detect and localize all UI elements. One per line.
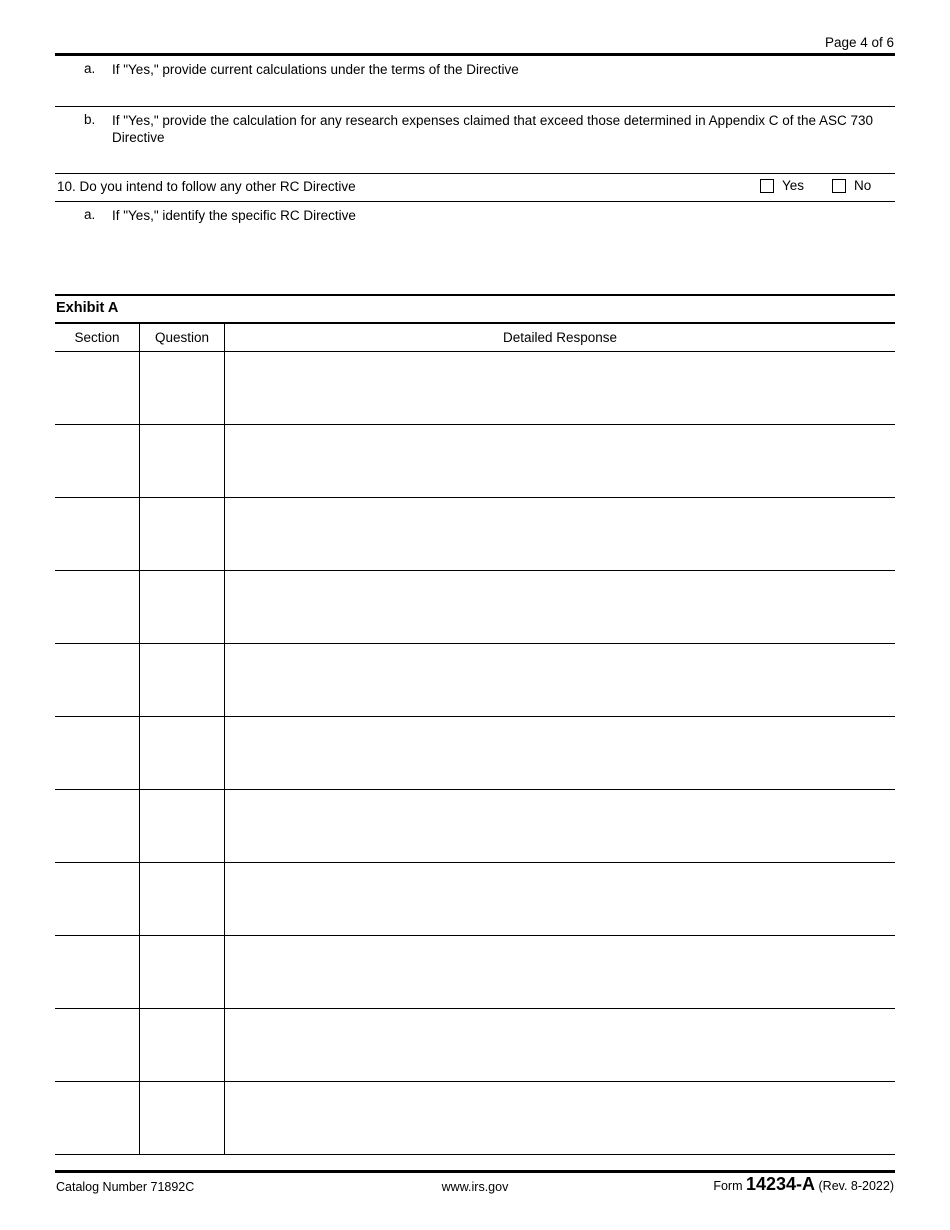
detailed-response-cell <box>225 352 896 425</box>
question-10-no-option <box>832 178 871 193</box>
item-10a-letter: a. <box>84 207 96 222</box>
divider <box>55 173 895 174</box>
question-cell <box>140 352 225 425</box>
question-cell <box>140 717 225 790</box>
exhibit-header-row <box>55 324 895 352</box>
section-input[interactable] <box>55 1009 139 1081</box>
section-input[interactable] <box>55 863 139 935</box>
detailed-response-input[interactable] <box>225 1009 895 1081</box>
detailed-response-cell <box>225 1009 896 1082</box>
detailed-response-input[interactable] <box>225 717 895 789</box>
question-10-yes-option <box>760 178 804 193</box>
exhibit-row <box>55 352 895 425</box>
section-input[interactable] <box>55 790 139 862</box>
form-number: 14234-A <box>745 1174 816 1194</box>
question-cell <box>140 1082 225 1155</box>
detailed-response-cell <box>225 717 896 790</box>
section-input[interactable] <box>55 425 139 497</box>
exhibit-row <box>55 717 895 790</box>
detailed-response-input[interactable] <box>225 936 895 1008</box>
question-cell <box>140 571 225 644</box>
question-input[interactable] <box>140 498 224 570</box>
question-cell <box>140 936 225 1009</box>
detailed-response-input[interactable] <box>225 863 895 935</box>
section-input[interactable] <box>55 717 139 789</box>
detailed-response-cell <box>225 936 896 1009</box>
question-10-text: 10. Do you intend to follow any other RC Directive <box>57 179 356 194</box>
detailed-response-input[interactable] <box>225 352 895 424</box>
exhibit-row <box>55 1082 895 1155</box>
question-cell <box>140 1009 225 1082</box>
item-a-letter: a. <box>84 61 96 76</box>
question-input[interactable] <box>140 717 224 789</box>
question-input[interactable] <box>140 644 224 716</box>
question-input[interactable] <box>140 790 224 862</box>
section-cell <box>55 1009 140 1082</box>
exhibit-title: Exhibit A <box>56 300 119 316</box>
question-input[interactable] <box>140 1082 224 1154</box>
exhibit-row <box>55 790 895 863</box>
form-revision: (Rev. 8-2022) <box>818 1179 894 1193</box>
section-cell <box>55 352 140 425</box>
exhibit-row <box>55 498 895 571</box>
detailed-response-input[interactable] <box>225 1082 895 1154</box>
column-header-section: Section <box>55 324 140 352</box>
section-cell <box>55 717 140 790</box>
form-identifier <box>713 1174 894 1195</box>
section-input[interactable] <box>55 644 139 716</box>
catalog-number: Catalog Number 71892C <box>56 1180 195 1194</box>
question-cell <box>140 425 225 498</box>
detailed-response-input[interactable] <box>225 425 895 497</box>
section-cell <box>55 498 140 571</box>
question-10-no-checkbox[interactable] <box>832 179 846 193</box>
detailed-response-input[interactable] <box>225 790 895 862</box>
question-input[interactable] <box>140 863 224 935</box>
exhibit-row <box>55 863 895 936</box>
form-prefix: Form <box>713 1179 743 1193</box>
question-input[interactable] <box>140 352 224 424</box>
item-10a-text: If "Yes," identify the specific RC Directive <box>112 208 356 223</box>
question-cell <box>140 863 225 936</box>
detailed-response-cell <box>225 1082 896 1155</box>
column-header-question: Question <box>140 324 225 352</box>
section-input[interactable] <box>55 1082 139 1154</box>
section-input[interactable] <box>55 936 139 1008</box>
question-input[interactable] <box>140 571 224 643</box>
detailed-response-input[interactable] <box>225 644 895 716</box>
item-b-letter: b. <box>84 112 96 127</box>
exhibit-row <box>55 936 895 1009</box>
website: www.irs.gov <box>441 1180 509 1194</box>
exhibit-row <box>55 1009 895 1082</box>
exhibit-row <box>55 571 895 644</box>
item-b-text: If "Yes," provide the calculation for any research expenses claimed that exceed those determined in Appendix C of the ASC 730 Directive <box>112 113 874 145</box>
detailed-response-cell <box>225 644 896 717</box>
detailed-response-cell <box>225 790 896 863</box>
question-input[interactable] <box>140 936 224 1008</box>
divider <box>55 201 895 202</box>
detailed-response-cell <box>225 498 896 571</box>
footer-rule <box>55 1170 895 1173</box>
question-cell <box>140 498 225 571</box>
section-cell <box>55 936 140 1009</box>
section-cell <box>55 790 140 863</box>
question-10-yes-checkbox[interactable] <box>760 179 774 193</box>
detailed-response-cell <box>225 571 896 644</box>
section-input[interactable] <box>55 571 139 643</box>
section-input[interactable] <box>55 498 139 570</box>
section-input[interactable] <box>55 352 139 424</box>
section-cell <box>55 425 140 498</box>
page-number: Page 4 of 6 <box>824 35 894 50</box>
question-cell <box>140 790 225 863</box>
section-cell <box>55 571 140 644</box>
divider <box>55 106 895 107</box>
section-cell <box>55 644 140 717</box>
detailed-response-input[interactable] <box>225 571 895 643</box>
section-cell <box>55 863 140 936</box>
header-rule <box>55 53 895 56</box>
detailed-response-cell <box>225 863 896 936</box>
exhibit-row <box>55 425 895 498</box>
section-cell <box>55 1082 140 1155</box>
question-input[interactable] <box>140 1009 224 1081</box>
column-header-detailed-response: Detailed Response <box>225 324 896 352</box>
item-a-text: If "Yes," provide current calculations under the terms of the Directive <box>112 62 519 77</box>
question-input[interactable] <box>140 425 224 497</box>
question-cell <box>140 644 225 717</box>
exhibit-table <box>55 324 895 1155</box>
yes-label: Yes <box>782 178 805 193</box>
exhibit-top-rule <box>55 294 895 296</box>
detailed-response-cell <box>225 425 896 498</box>
detailed-response-input[interactable] <box>225 498 895 570</box>
no-label: No <box>854 178 872 193</box>
exhibit-row <box>55 644 895 717</box>
